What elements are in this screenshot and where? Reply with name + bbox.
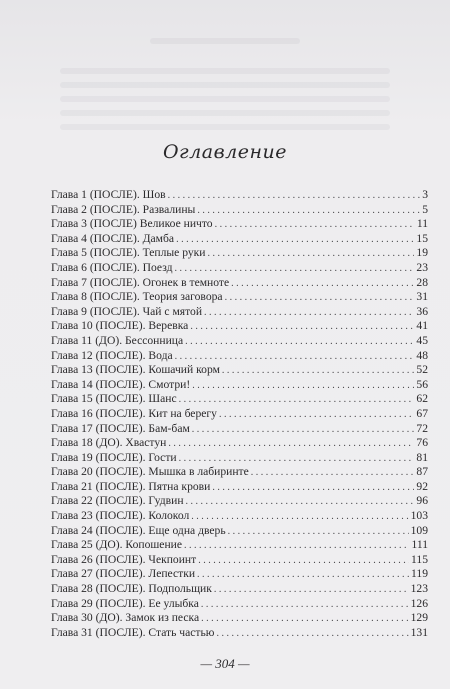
toc-entry-page: 3	[422, 188, 428, 201]
toc-entry-label: Глава 20 (ПОСЛЕ). Мышка в лабиринте	[51, 465, 249, 479]
dot-leader	[175, 261, 415, 277]
toc-entry-label: Глава 21 (ПОСЛЕ). Пятна крови	[51, 479, 211, 493]
toc-entry-label: Глава 29 (ПОСЛЕ). Ее улыбка	[51, 596, 199, 610]
toc-entry-page: 11	[416, 217, 428, 231]
toc-entry-label: Глава 30 (ДО). Замок из песка	[51, 611, 200, 625]
toc-entry-page: 72	[416, 421, 428, 435]
dot-leader	[215, 217, 415, 233]
toc-entry-page: 126	[410, 596, 428, 610]
toc-entry-page: 31	[416, 290, 428, 304]
dot-leader	[216, 626, 408, 642]
toc-entry	[51, 188, 428, 203]
toc-entry	[51, 392, 428, 407]
toc-entry	[51, 611, 428, 626]
dot-leader	[231, 276, 414, 292]
toc-entry-label: Глава 12 (ПОСЛЕ). Вода	[51, 348, 173, 362]
toc-entry	[51, 217, 428, 232]
dot-leader	[251, 465, 415, 481]
toc-entry	[51, 319, 428, 334]
toc-entry	[51, 246, 428, 261]
table-of-contents	[51, 188, 428, 640]
dot-leader	[204, 305, 414, 321]
toc-entry-label: Глава 13 (ПОСЛЕ). Кошачий корм	[51, 363, 220, 377]
toc-entry-label: Глава 1 (ПОСЛЕ). Шов	[51, 188, 166, 201]
toc-entry-page: 23	[416, 260, 428, 274]
bleed-through-line	[60, 124, 390, 130]
toc-title: Оглавление	[162, 141, 287, 163]
toc-entry-page: 62	[416, 392, 428, 406]
dot-leader	[197, 567, 409, 583]
toc-entry-label: Глава 7 (ПОСЛЕ). Огонек в темноте	[51, 275, 230, 289]
toc-entry	[51, 582, 428, 597]
toc-entry-label: Глава 8 (ПОСЛЕ). Теория заговора	[51, 290, 223, 304]
toc-entry-page: 119	[411, 567, 428, 581]
toc-entry-label: Глава 19 (ПОСЛЕ). Гости	[51, 450, 177, 464]
dot-leader	[228, 524, 409, 540]
toc-entry-page: 123	[410, 582, 428, 596]
toc-entry-label: Глава 31 (ПОСЛЕ). Стать частью	[51, 625, 215, 639]
dot-leader	[175, 349, 415, 365]
toc-entry-label: Глава 23 (ПОСЛЕ). Колокол	[51, 509, 190, 523]
toc-entry	[51, 363, 428, 378]
toc-entry-page: 115	[411, 552, 428, 566]
dot-leader	[222, 363, 414, 379]
dot-leader	[212, 480, 414, 496]
dot-leader	[208, 246, 415, 262]
toc-entry-label: Глава 9 (ПОСЛЕ). Чай с мятой	[51, 304, 203, 318]
toc-entry-page: 45	[416, 333, 428, 347]
dot-leader	[192, 422, 415, 438]
toc-entry-label: Глава 18 (ДО). Хвастун	[51, 436, 167, 450]
toc-entry-page: 67	[416, 406, 428, 420]
dot-leader	[179, 392, 415, 408]
dot-leader	[225, 290, 415, 306]
toc-entry-page: 96	[416, 494, 428, 508]
toc-entry-label: Глава 16 (ПОСЛЕ). Кит на берегу	[51, 406, 217, 420]
toc-entry-page: 111	[411, 538, 428, 552]
toc-entry	[51, 465, 428, 480]
toc-entry-label: Глава 27 (ПОСЛЕ). Лепестки	[51, 567, 196, 581]
toc-entry	[51, 553, 428, 568]
toc-entry-page: 129	[410, 611, 428, 625]
dot-leader	[201, 611, 409, 627]
toc-entry	[51, 422, 428, 437]
dot-leader	[176, 232, 414, 248]
dot-leader	[219, 407, 414, 423]
toc-entry-page: 103	[410, 509, 428, 523]
toc-entry-label: Глава 22 (ПОСЛЕ). Гудвин	[51, 494, 184, 508]
toc-entry-label: Глава 28 (ПОСЛЕ). Подпольщик	[51, 582, 212, 596]
toc-entry-page: 41	[416, 319, 428, 333]
toc-entry	[51, 203, 428, 218]
toc-entry	[51, 378, 428, 393]
toc-entry-page: 92	[416, 479, 428, 493]
toc-entry	[51, 597, 428, 612]
toc-entry	[51, 626, 428, 641]
bleed-through-line	[150, 38, 300, 44]
page-number: — 304 —	[200, 656, 250, 671]
toc-entry-page: 19	[416, 246, 428, 260]
toc-entry	[51, 276, 428, 291]
toc-entry-label: Глава 17 (ПОСЛЕ). Бам-бам	[51, 421, 190, 435]
toc-entry	[51, 509, 428, 524]
toc-entry-page: 109	[410, 523, 428, 537]
toc-entry-label: Глава 25 (ДО). Копошение	[51, 538, 183, 552]
toc-entry	[51, 232, 428, 247]
toc-entry	[51, 290, 428, 305]
toc-entry-label: Глава 3 (ПОСЛЕ) Великое ничто	[51, 217, 213, 231]
bleed-through-line	[60, 110, 390, 116]
toc-entry	[51, 494, 428, 509]
toc-entry	[51, 407, 428, 422]
toc-entry	[51, 538, 428, 553]
toc-entry-label: Глава 14 (ПОСЛЕ). Смотри!	[51, 377, 191, 391]
dot-leader	[185, 334, 414, 350]
dot-leader	[198, 553, 409, 569]
toc-entry-page: 15	[416, 231, 428, 245]
dot-leader	[197, 203, 420, 219]
toc-entry-page: 48	[416, 348, 428, 362]
dot-leader	[168, 188, 421, 204]
toc-entry-label: Глава 10 (ПОСЛЕ). Веревка	[51, 319, 189, 333]
toc-entry-page: 52	[416, 363, 428, 377]
dot-leader	[184, 538, 409, 554]
toc-entry-label: Глава 2 (ПОСЛЕ). Развалины	[51, 202, 196, 216]
dot-leader	[168, 436, 414, 452]
toc-entry-label: Глава 15 (ПОСЛЕ). Шанс	[51, 392, 177, 406]
bleed-through-line	[60, 68, 390, 74]
toc-entry	[51, 349, 428, 364]
toc-entry-label: Глава 11 (ДО). Бессонница	[51, 333, 184, 347]
dot-leader	[201, 597, 409, 613]
dot-leader	[192, 378, 414, 394]
toc-entry-page: 76	[416, 436, 428, 450]
toc-entry-label: Глава 4 (ПОСЛЕ). Дамба	[51, 231, 175, 245]
dot-leader	[214, 582, 409, 598]
toc-entry-page: 56	[416, 377, 428, 391]
toc-entry-page: 28	[416, 275, 428, 289]
toc-entry-label: Глава 6 (ПОСЛЕ). Поезд	[51, 260, 173, 274]
dot-leader	[179, 451, 415, 467]
toc-entry-page: 81	[416, 450, 428, 464]
toc-entry	[51, 524, 428, 539]
dot-leader	[186, 494, 415, 510]
toc-entry	[51, 261, 428, 276]
toc-entry	[51, 451, 428, 466]
toc-entry	[51, 305, 428, 320]
toc-entry	[51, 334, 428, 349]
toc-entry-page: 87	[416, 465, 428, 479]
toc-entry-page: 5	[422, 202, 428, 216]
toc-entry-page: 131	[410, 625, 428, 639]
bleed-through-line	[60, 96, 390, 102]
toc-entry-page: 36	[416, 304, 428, 318]
dot-leader	[191, 509, 408, 525]
toc-entry	[51, 480, 428, 495]
bleed-through-line	[60, 82, 390, 88]
toc-entry-label: Глава 26 (ПОСЛЕ). Чекпоинт	[51, 552, 197, 566]
toc-entry-label: Глава 24 (ПОСЛЕ). Еще одна дверь	[51, 523, 226, 537]
toc-entry	[51, 567, 428, 582]
dot-leader	[190, 319, 414, 335]
toc-entry	[51, 436, 428, 451]
toc-entry-label: Глава 5 (ПОСЛЕ). Теплые руки	[51, 246, 206, 260]
